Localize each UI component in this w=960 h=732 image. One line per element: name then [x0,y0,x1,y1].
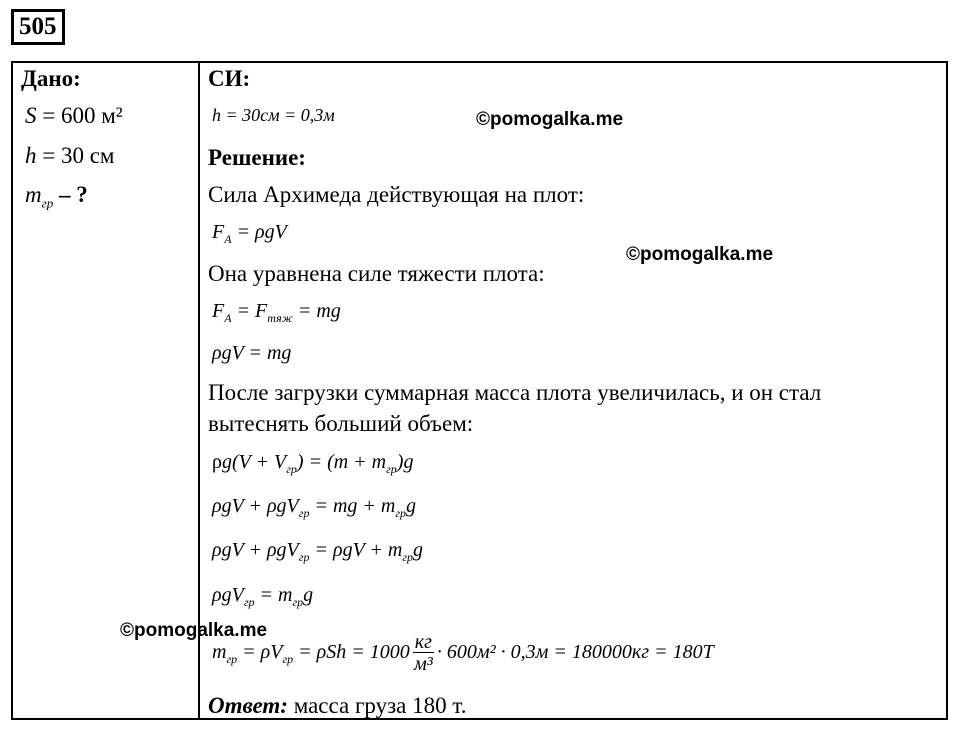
equation-3: ρgV = mg [212,342,292,364]
si-conversion: h = 30см = 0,3м [212,105,335,125]
equation-1: $F_A = \rho gV$ [212,221,287,246]
solution-text-loading-2: вытеснять больший объем: [208,411,474,436]
problem-number: 505 [11,9,65,45]
solution-text-archimedes: Сила Архимеда действующая на плот: [208,182,585,207]
given-height-var: h [25,143,37,168]
unit-kg: кг [414,630,432,653]
find-var: m [25,182,42,207]
find-sub: гр [41,195,54,211]
given-height-value: = 30 см [36,143,115,168]
find-cargo-mass [25,182,88,212]
solution-text-loading-1: После загрузки суммарная масса плота увеличилась, и он стал [208,380,822,405]
equation-4: $\rho g(V + V_{гр}) = (m + m_{гр})g$ [212,451,414,476]
answer-label: Ответ: [208,693,288,718]
given-height [25,143,114,169]
equation-2: $F_A = F_{тяж}$ = mg [212,300,341,325]
given-area-value: = 600 м² [36,103,123,128]
solution-text-gravity: Она уравнена силе тяжести плота: [208,261,545,286]
answer-line [208,693,466,719]
given-area-var: S [25,103,37,128]
equation-7: $\rho gV_{гр} = m_{гр}g$ [212,584,314,609]
equation-5: ρgV + ρgV$_{гр}$ = mg + $m_{гр}g$ [212,495,417,520]
equation-final: $m_{гр} = \rho V_{гр} = \rho Sh = 1000$ $\frac{кг}{\text{м³}}$ · 600м² · 0,3м = 180000кг = 180Т [212,630,714,675]
watermark: ©pomogalka.me [476,109,624,130]
answer-text: масса груза 180 т. [287,693,467,718]
find-question: – ? [53,182,88,207]
equation-6: $\rho gV + \rho gV_{гр} = \rho gV + m_{гр}g$ [212,539,424,564]
unit-m3: м³ [413,652,433,675]
watermark: ©pomogalka.me [120,620,268,641]
solution-header: Решение: [208,145,306,170]
si-header: СИ: [208,66,251,91]
given-header: Дано: [21,66,81,91]
given-area [25,103,123,129]
watermark: ©pomogalka.me [626,244,774,265]
